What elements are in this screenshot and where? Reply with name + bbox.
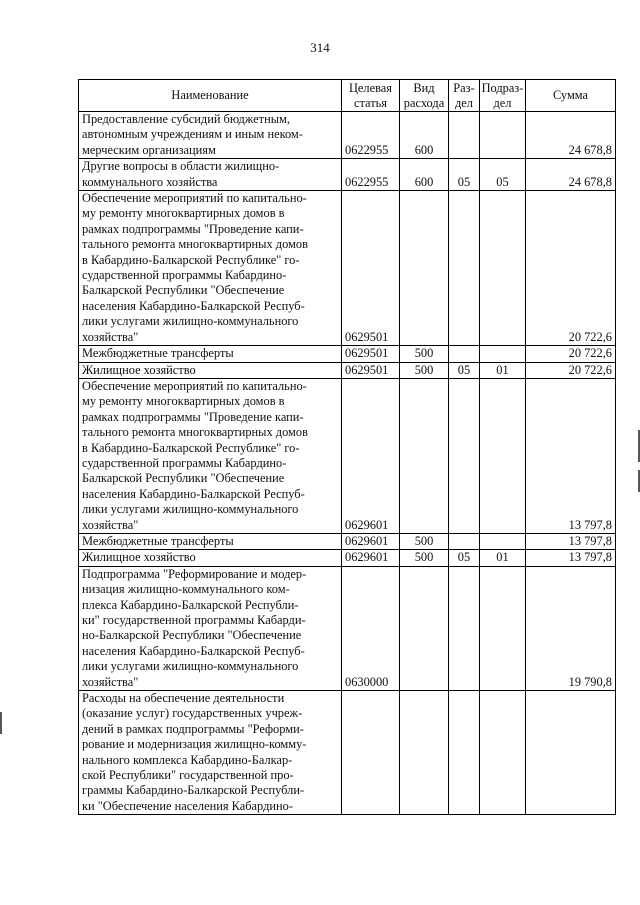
page-number: 314 <box>310 40 330 55</box>
name-line: Другие вопросы в области жилищно- <box>82 159 280 174</box>
cell-target: 0629501 <box>342 346 400 362</box>
cell-kind: 600 <box>400 112 449 159</box>
margin-mark <box>0 712 2 734</box>
cell-subsection <box>480 691 526 815</box>
cell-kind <box>400 566 449 690</box>
cell-name <box>79 159 342 191</box>
cell-section: 05 <box>449 159 480 191</box>
name-line: рование и модернизация жилищно-комму- <box>82 737 307 752</box>
cell-section <box>449 378 480 533</box>
name-line: населения Кабардино-Балкарской Респуб- <box>82 298 305 313</box>
name-line: Межбюджетные трансферты <box>82 346 234 361</box>
cell-subsection <box>480 346 526 362</box>
cell-section <box>449 191 480 346</box>
header-subsection: Подраз- дел <box>480 80 526 112</box>
cell-target <box>342 691 400 815</box>
name-line: граммы Кабардино-Балкарской Республи- <box>82 783 305 798</box>
cell-subsection: 05 <box>480 159 526 191</box>
cell-subsection <box>480 191 526 346</box>
cell-kind: 500 <box>400 362 449 378</box>
name-line: хозяйства" <box>82 329 139 344</box>
name-line: коммунального хозяйства <box>82 174 218 189</box>
cell-kind: 500 <box>400 346 449 362</box>
cell-kind <box>400 191 449 346</box>
table-row <box>79 550 616 566</box>
cell-target: 0622955 <box>342 159 400 191</box>
cell-name <box>79 346 342 362</box>
name-line: населения Кабардино-Балкарской Респуб- <box>82 486 305 501</box>
table-row <box>79 112 616 159</box>
cell-target: 0629601 <box>342 533 400 549</box>
name-line: лики услугами жилищно-коммунального <box>82 502 299 517</box>
cell-sum: 13 797,8 <box>526 550 616 566</box>
cell-section <box>449 346 480 362</box>
cell-name <box>79 191 342 346</box>
name-line: сударственной программы Кабардино- <box>82 455 287 470</box>
name-line: населения Кабардино-Балкарской Респуб- <box>82 643 305 658</box>
name-line: Межбюджетные трансферты <box>82 533 234 548</box>
cell-sum: 20 722,6 <box>526 191 616 346</box>
cell-section <box>449 533 480 549</box>
name-line: (оказание услуг) государственных учреж- <box>82 706 303 721</box>
cell-sum: 13 797,8 <box>526 533 616 549</box>
name-line: Обеспечение мероприятий по капитально- <box>82 191 307 206</box>
name-line: Обеспечение мероприятий по капитально- <box>82 378 307 393</box>
cell-sum: 13 797,8 <box>526 378 616 533</box>
cell-sum: 24 678,8 <box>526 112 616 159</box>
table-row <box>79 362 616 378</box>
table-header-row <box>79 80 616 112</box>
cell-name <box>79 378 342 533</box>
table-row <box>79 378 616 533</box>
name-line: мерческим организациям <box>82 142 216 157</box>
name-line: Предоставление субсидий бюджетным, <box>82 112 290 126</box>
cell-sum: 20 722,6 <box>526 362 616 378</box>
name-line: Расходы на обеспечение деятельности <box>82 691 285 706</box>
cell-sum <box>526 691 616 815</box>
name-line: лики услугами жилищно-коммунального <box>82 314 299 329</box>
cell-name <box>79 362 342 378</box>
cell-sum: 19 790,8 <box>526 566 616 690</box>
name-line: му ремонту многоквартирных домов в <box>82 394 285 409</box>
name-line: му ремонту многоквартирных домов в <box>82 206 285 221</box>
table-row <box>79 691 616 815</box>
cell-kind: 600 <box>400 159 449 191</box>
cell-sum: 24 678,8 <box>526 159 616 191</box>
name-line: Жилищное хозяйство <box>82 362 196 377</box>
table-row <box>79 191 616 346</box>
name-line: автономным учреждениям и иным неком- <box>82 127 303 142</box>
table-row <box>79 346 616 362</box>
header-target: Целевая статья <box>342 80 400 112</box>
header-name: Наименование <box>79 80 342 112</box>
cell-name <box>79 691 342 815</box>
cell-target: 0629501 <box>342 191 400 346</box>
budget-table <box>78 79 616 815</box>
header-sum: Сумма <box>526 80 616 112</box>
name-line: низация жилищно-коммунального ком- <box>82 582 290 597</box>
cell-target: 0629501 <box>342 362 400 378</box>
cell-section: 05 <box>449 550 480 566</box>
table-body <box>79 112 616 815</box>
name-line: ки "Обеспечение населения Кабардино- <box>82 798 293 813</box>
name-line: Балкарской Республики "Обеспечение <box>82 471 285 486</box>
cell-subsection: 01 <box>480 550 526 566</box>
name-line: тального ремонта многоквартирных домов <box>82 237 308 252</box>
table-row <box>79 533 616 549</box>
cell-target: 0629601 <box>342 378 400 533</box>
name-line: Балкарской Республики "Обеспечение <box>82 283 285 298</box>
cell-section: 05 <box>449 362 480 378</box>
name-line: дений в рамках подпрограммы "Реформи- <box>82 721 304 736</box>
name-line: плекса Кабардино-Балкарской Республи- <box>82 597 299 612</box>
cell-kind <box>400 691 449 815</box>
name-line: ской Республики" государственной про- <box>82 768 294 783</box>
name-line: Подпрограмма "Реформирование и модер- <box>82 566 307 581</box>
cell-subsection: 01 <box>480 362 526 378</box>
name-line: нального комплекса Кабардино-Балкар- <box>82 752 293 767</box>
cell-section <box>449 691 480 815</box>
name-line: в Кабардино-Балкарской Республике" го- <box>82 440 300 455</box>
name-line: рамках подпрограммы "Проведение капи- <box>82 409 304 424</box>
name-line: хозяйства" <box>82 517 139 532</box>
cell-target: 0629601 <box>342 550 400 566</box>
cell-target: 0622955 <box>342 112 400 159</box>
cell-subsection <box>480 112 526 159</box>
cell-kind: 500 <box>400 550 449 566</box>
name-line: ки" государственной программы Кабарди- <box>82 613 306 627</box>
cell-subsection <box>480 533 526 549</box>
cell-target: 0630000 <box>342 566 400 690</box>
cell-sum: 20 722,6 <box>526 346 616 362</box>
cell-section <box>449 566 480 690</box>
cell-name <box>79 533 342 549</box>
name-line: но-Балкарской Республики "Обеспечение <box>82 628 302 643</box>
name-line: хозяйства" <box>82 674 139 689</box>
cell-name <box>79 112 342 159</box>
name-line: лики услугами жилищно-коммунального <box>82 659 299 674</box>
cell-name <box>79 566 342 690</box>
name-line: в Кабардино-Балкарской Республике" го- <box>82 252 300 267</box>
table-row <box>79 159 616 191</box>
cell-name <box>79 550 342 566</box>
header-section: Раз- дел <box>449 80 480 112</box>
name-line: рамках подпрограммы "Проведение капи- <box>82 221 304 236</box>
cell-kind: 500 <box>400 533 449 549</box>
cell-section <box>449 112 480 159</box>
header-kind: Вид расхода <box>400 80 449 112</box>
cell-subsection <box>480 378 526 533</box>
name-line: Жилищное хозяйство <box>82 550 196 565</box>
table-row <box>79 566 616 690</box>
cell-kind <box>400 378 449 533</box>
cell-subsection <box>480 566 526 690</box>
name-line: тального ремонта многоквартирных домов <box>82 425 308 440</box>
name-line: сударственной программы Кабардино- <box>82 268 287 283</box>
